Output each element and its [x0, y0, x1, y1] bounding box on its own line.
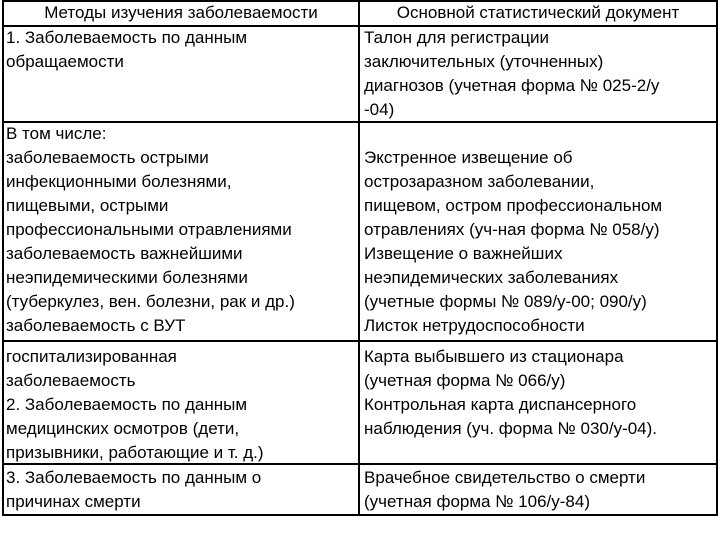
row-divider-2	[2, 340, 718, 342]
row3-document: Карта выбывшего из стационара (учетная форма № 066/у) Контрольная карта диспансерного наблюдения (уч. форма № 030/у-04).	[364, 347, 658, 438]
row4-method: 3. Заболеваемость по данным о причинах смерти	[6, 468, 262, 511]
row1-method: 1. Заболеваемость по данным обращаемости	[6, 28, 248, 71]
column-divider	[358, 0, 360, 516]
row1-document: Талон для регистрации заключительных (уточненных) диагнозов (учетная форма № 025-2/у -04)	[364, 28, 660, 119]
header-document: Основной статистический документ	[396, 3, 680, 22]
table-border-bottom	[2, 514, 718, 516]
row3-method: госпитализированная заболеваемость 2. Заболеваемость по данным медицинских осмотров (дети, призывники, работающие и т. д.)	[6, 347, 264, 462]
header-methods: Методы изучения заболеваемости	[44, 3, 318, 22]
row2-document: Экстренное извещение об острозаразном заболевании, пищевом, остром профессиональном отравлениях (уч-ная форма № 058/у) Извещение о важнейших неэпидемических заболеваниях (учетные формы № 089/у-00; 090/у) Листок нетрудоспособности	[364, 148, 663, 335]
table-border-right	[716, 0, 718, 516]
table-border-left	[2, 0, 4, 516]
row4-document: Врачебное свидетельство о смерти (учетная форма № 106/у-84)	[364, 468, 646, 511]
row2-method: В том числе: заболеваемость острыми инфекционными болезнями, пищевыми, острыми профессиональными отравлениями заболеваемость важнейшими неэпидемическими болезнями (туберкулез, вен. болезни, рак и др.) заболеваемость с ВУТ	[6, 124, 295, 335]
